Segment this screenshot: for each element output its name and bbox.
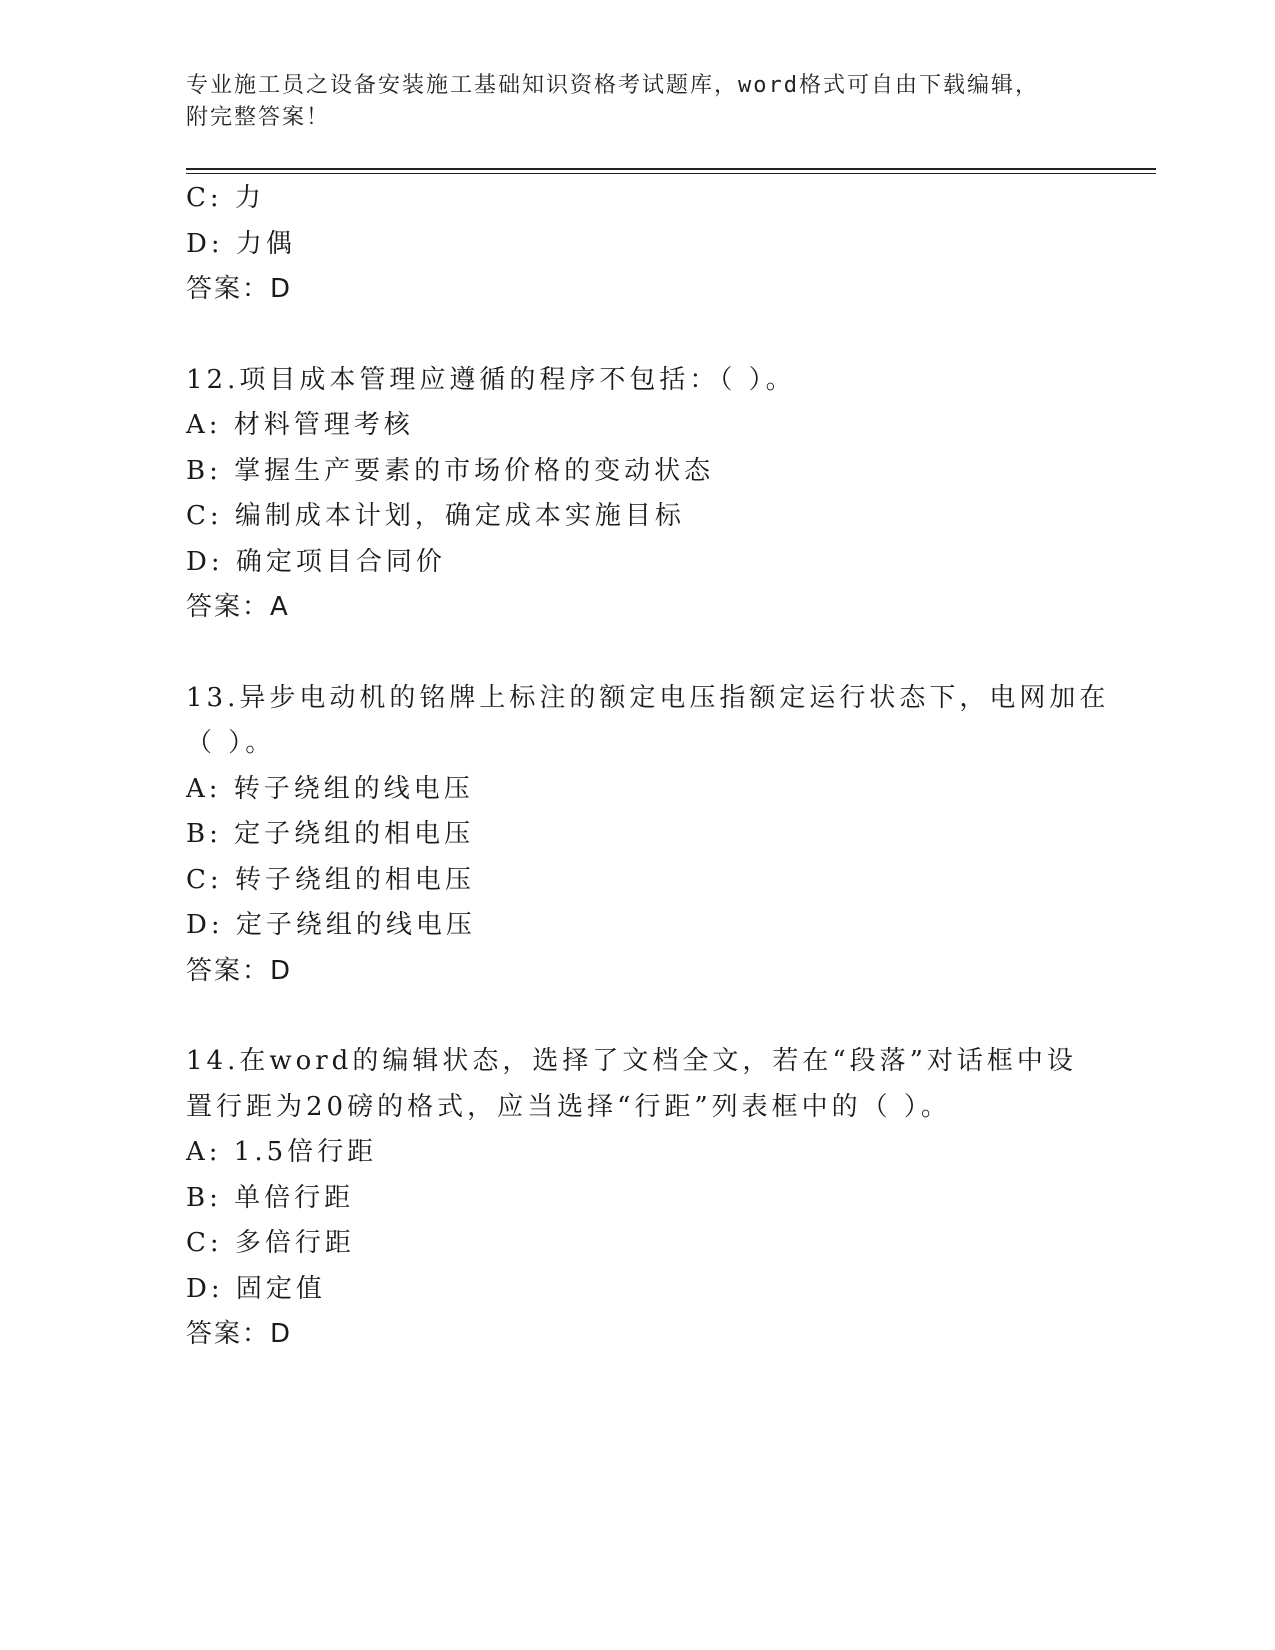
spacer [186, 313, 1156, 358]
header-line-2: 附完整答案！ [186, 105, 331, 130]
question-11-tail [186, 176, 1156, 313]
question-stem-line-1: 14.在word的编辑状态，选择了文档全文，若在“段落”对话框中设 [186, 1046, 1077, 1076]
option-c: C: 编制成本计划，确定成本实施目标 [186, 501, 685, 531]
question-stem: 12.项目成本管理应遵循的程序不包括：（ ）。 [186, 364, 796, 395]
header-divider [186, 168, 1156, 174]
question-14 [186, 1039, 1156, 1358]
answer: 答案：D [186, 1319, 293, 1349]
question-13 [186, 676, 1156, 995]
question-12 [186, 358, 1156, 631]
option-d: D: 确定项目合同价 [186, 546, 446, 577]
option-b: B: 定子绕组的相电压 [186, 819, 475, 849]
option-b: B: 单倍行距 [186, 1182, 355, 1213]
option-c: C: 转子绕组的相电压 [186, 864, 475, 895]
spacer [186, 994, 1156, 1039]
option-a: A: 材料管理考核 [186, 410, 414, 440]
option-a: A: 1.5倍行距 [186, 1137, 378, 1167]
header-line-1: 专业施工员之设备安装施工基础知识资格考试题库，word格式可自由下载编辑， [186, 73, 1039, 98]
option-a: A: 转子绕组的线电压 [186, 773, 474, 804]
spacer [186, 631, 1156, 676]
question-stem-line-1: 13.异步电动机的铭牌上标注的额定电压指额定运行状态下，电网加在 [186, 682, 1110, 713]
answer: 答案：D [186, 955, 293, 986]
option-c: C: 多倍行距 [186, 1228, 355, 1258]
option-c: C: 力 [186, 183, 265, 213]
option-d: D: 固定值 [186, 1273, 326, 1304]
option-b: B: 掌握生产要素的市场价格的变动状态 [186, 455, 715, 486]
question-stem-line-2: （ ）。 [186, 728, 276, 758]
document-header [186, 70, 1156, 134]
option-d: D: 定子绕组的线电压 [186, 910, 476, 940]
document-page [186, 70, 1156, 1358]
answer: 答案：A [186, 592, 290, 622]
option-d: D: 力偶 [186, 228, 296, 259]
question-stem-line-2: 置行距为20磅的格式，应当选择“行距”列表框中的（ ）。 [186, 1091, 951, 1122]
answer: 答案：D [186, 274, 293, 304]
